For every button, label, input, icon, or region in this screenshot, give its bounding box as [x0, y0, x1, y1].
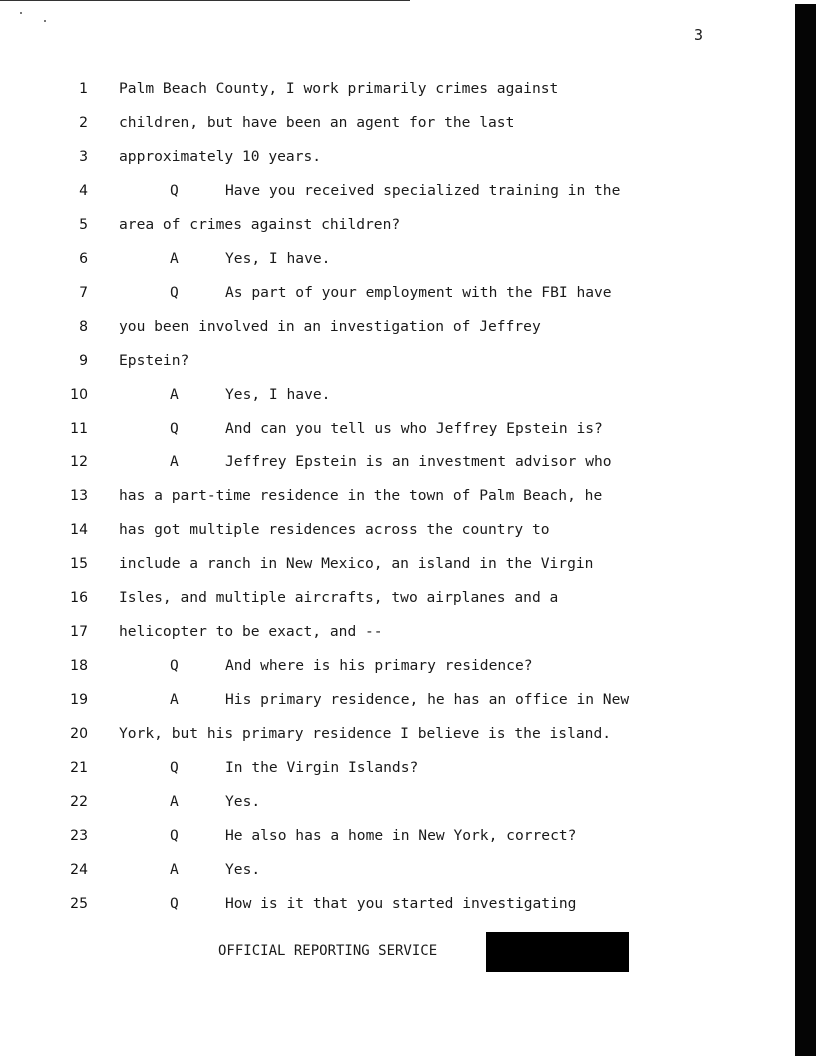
transcript-line: [0, 723, 795, 745]
transcript-line: [0, 859, 795, 881]
line-number: 4: [79, 182, 88, 199]
line-text: And can you tell us who Jeffrey Epstein is?: [225, 419, 603, 437]
speaker-label: Q: [170, 419, 179, 437]
transcript-line: [0, 248, 795, 270]
top-scan-rule: [0, 0, 410, 1]
line-number: 5: [79, 216, 88, 233]
transcript-line: [0, 757, 795, 779]
line-text: has a part-time residence in the town of Palm Beach, he: [119, 487, 603, 505]
line-text: As part of your employment with the FBI have: [225, 283, 612, 301]
speaker-label: Q: [170, 759, 179, 776]
line-number: 3: [79, 148, 88, 165]
line-number: 15: [70, 556, 88, 573]
transcript-line: [0, 451, 795, 473]
line-text: helicopter to be exact, and --: [119, 623, 383, 641]
transcript-line: [0, 180, 795, 202]
speaker-label: A: [170, 792, 179, 810]
speaker-label: A: [170, 249, 179, 267]
transcript-line: [0, 689, 795, 711]
line-number: 1: [79, 81, 88, 97]
speaker-label: Q: [170, 657, 179, 675]
line-number: 2: [79, 114, 88, 131]
line-number: 22: [70, 793, 88, 810]
line-text: Have you received specialized training in the: [225, 181, 621, 199]
line-text: include a ranch in New Mexico, an island in the Virgin: [119, 555, 594, 573]
transcript-line: [0, 350, 795, 372]
redaction-block: [486, 932, 629, 972]
line-text: approximately 10 years.: [119, 147, 322, 165]
line-number: 9: [79, 352, 88, 369]
transcript-line: [0, 214, 795, 236]
line-number: 17: [70, 624, 88, 641]
transcript-line: [0, 519, 795, 541]
page-number: 3: [694, 26, 704, 44]
line-text: Jeffrey Epstein is an investment advisor who: [225, 453, 612, 471]
transcript-line: [0, 825, 795, 847]
transcript-line: [0, 893, 795, 915]
line-number: 13: [70, 488, 88, 505]
transcript-line: [0, 384, 795, 406]
line-number: 11: [70, 420, 88, 437]
line-text: Epstein?: [119, 351, 190, 369]
line-text: Yes.: [225, 860, 261, 878]
line-text: Palm Beach County, I work primarily crimes against: [119, 80, 559, 97]
transcript-line: [0, 621, 795, 643]
speaker-label: Q: [170, 181, 179, 199]
line-text: has got multiple residences across the country to: [119, 521, 550, 539]
line-number: 12: [70, 454, 88, 471]
line-text: In the Virgin Islands?: [225, 759, 419, 776]
line-text: He also has a home in New York, correct?: [225, 826, 577, 844]
line-text: Yes, I have.: [225, 249, 331, 267]
speaker-label: A: [170, 691, 179, 709]
line-number: 6: [79, 250, 88, 267]
line-text: you been involved in an investigation of Jeffrey: [119, 317, 541, 335]
transcript-line: [0, 485, 795, 507]
line-text: York, but his primary residence I believe is the island.: [119, 725, 612, 743]
transcript-line: [0, 655, 795, 677]
transcript-line: [0, 316, 795, 338]
transcript-line: [0, 146, 795, 168]
transcript-line: [0, 282, 795, 304]
line-number: 10: [70, 386, 88, 403]
transcript-line: [0, 78, 795, 100]
speaker-label: A: [170, 453, 179, 471]
line-text: And where is his primary residence?: [225, 657, 533, 675]
line-number: 21: [70, 760, 88, 776]
line-number: 25: [70, 895, 88, 912]
line-text: Yes, I have.: [225, 385, 331, 403]
line-text: children, but have been an agent for the last: [119, 113, 515, 131]
line-text: How is it that you started investigating: [225, 894, 577, 912]
line-text: area of crimes against children?: [119, 215, 401, 233]
speaker-label: A: [170, 385, 179, 403]
line-number: 24: [70, 861, 88, 878]
scan-speck: [20, 12, 22, 14]
line-number: 7: [79, 284, 88, 301]
scan-speck: [44, 20, 46, 22]
footer-reporting-service: OFFICIAL REPORTING SERVICE: [218, 943, 438, 959]
line-number: 19: [70, 692, 88, 709]
line-number: 16: [70, 590, 88, 607]
line-number: 20: [70, 726, 88, 743]
transcript-line: [0, 553, 795, 575]
line-number: 14: [70, 522, 88, 539]
scan-edge-bar: [795, 4, 816, 1056]
line-text: Isles, and multiple aircrafts, two airplanes and a: [119, 589, 559, 607]
line-text: His primary residence, he has an office in New: [225, 691, 630, 709]
line-number: 18: [70, 658, 88, 675]
speaker-label: Q: [170, 894, 179, 912]
line-number: 8: [79, 318, 88, 335]
transcript-line: [0, 791, 795, 813]
line-text: Yes.: [225, 792, 261, 810]
transcript-line: [0, 418, 795, 440]
line-number: 23: [70, 827, 88, 844]
speaker-label: Q: [170, 826, 179, 844]
speaker-label: A: [170, 860, 179, 878]
transcript-line: [0, 112, 795, 134]
speaker-label: Q: [170, 283, 179, 301]
transcript-line: [0, 587, 795, 609]
